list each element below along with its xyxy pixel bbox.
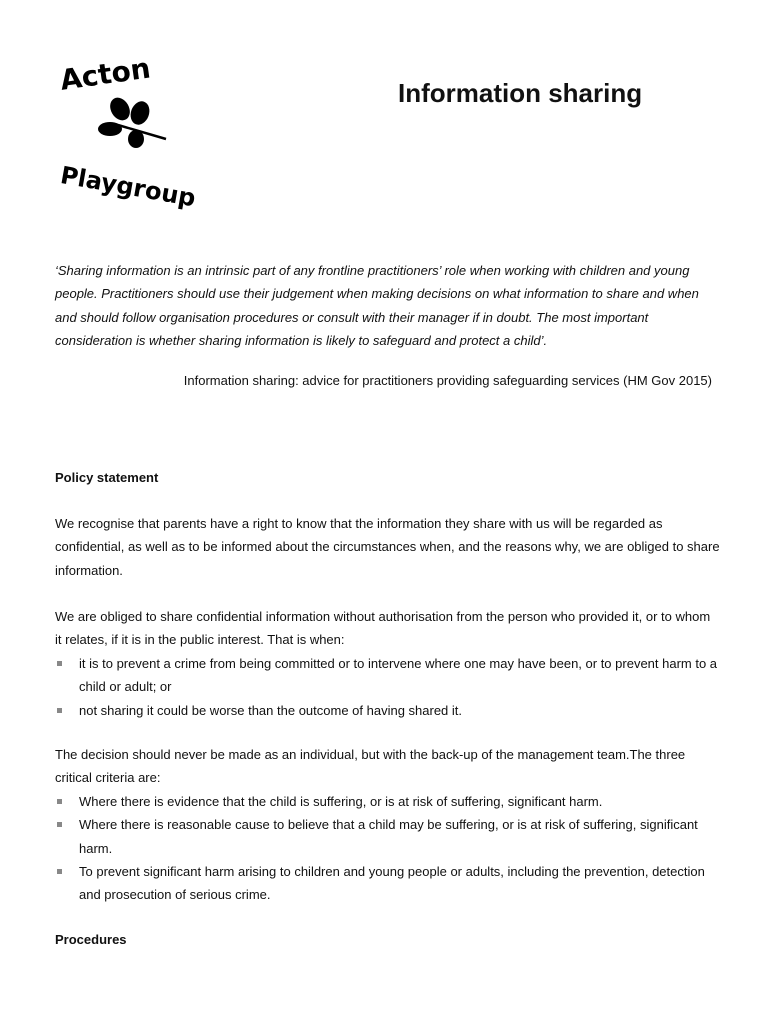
square-bullet-icon: [57, 869, 62, 874]
square-bullet-icon: [57, 661, 62, 666]
policy-paragraph-2: We are obliged to share confidential information without authorisation from the person who provided it, or to whom it relates, if it is in the public interest. That is when:: [55, 609, 711, 648]
policy-paragraph-3: The decision should never be made as an individual, but with the back-up of the management team.The three critical criteria are:: [55, 747, 686, 786]
list-item: [55, 860, 720, 907]
public-interest-list: [55, 652, 720, 722]
list-item-text: Where there is reasonable cause to believe that a child may be suffering, or is at risk of suffering, significant harm.: [79, 817, 698, 856]
svg-text:Acton: Acton: [57, 51, 153, 97]
procedures-heading: Procedures: [55, 932, 127, 947]
list-item: [55, 790, 720, 813]
policy-paragraph-3-block: [55, 743, 720, 907]
list-item-text: To prevent significant harm arising to children and young people or adults, including the prevention, detection and prosecution of serious crime.: [79, 864, 705, 903]
acton-playgroup-logo: [50, 45, 220, 215]
intro-quote: ‘Sharing information is an intrinsic part of any frontline practitioners’ role when working with children and young people. Practitioners should use their judgement when making decisions on what information to share and when and should follow organisation procedures or consult with their manager if in doubt. The most important consideration is whether sharing information is likely to safeguard and protect a child’.: [55, 263, 699, 349]
list-item-text: Where there is evidence that the child is suffering, or is at risk of suffering, significant harm.: [79, 793, 603, 809]
svg-text:Playgroup: Playgroup: [58, 161, 198, 213]
quote-citation: Information sharing: advice for practitioners providing safeguarding services (HM Gov 2015): [183, 373, 712, 388]
list-item-text: it is to prevent a crime from being committed or to intervene where one may have been, or to prevent harm to a child or adult; or: [79, 655, 718, 695]
list-item: [55, 699, 720, 722]
page-title: Information sharing: [398, 78, 643, 108]
square-bullet-icon: [57, 708, 62, 713]
list-item: [55, 652, 720, 699]
list-item-text: not sharing it could be worse than the outcome of having shared it.: [79, 702, 463, 718]
square-bullet-icon: [57, 799, 62, 804]
list-item: [55, 813, 720, 860]
policy-statement-heading: Policy statement: [55, 470, 159, 485]
policy-paragraph-1: We recognise that parents have a right to know that the information they share with us will be regarded as confidential, as well as to be informed about the circumstances when, and the reasons why, we are obliged to share information.: [55, 516, 720, 578]
square-bullet-icon: [57, 822, 62, 827]
criteria-list: [55, 790, 720, 907]
policy-paragraph-2-block: [55, 605, 720, 722]
